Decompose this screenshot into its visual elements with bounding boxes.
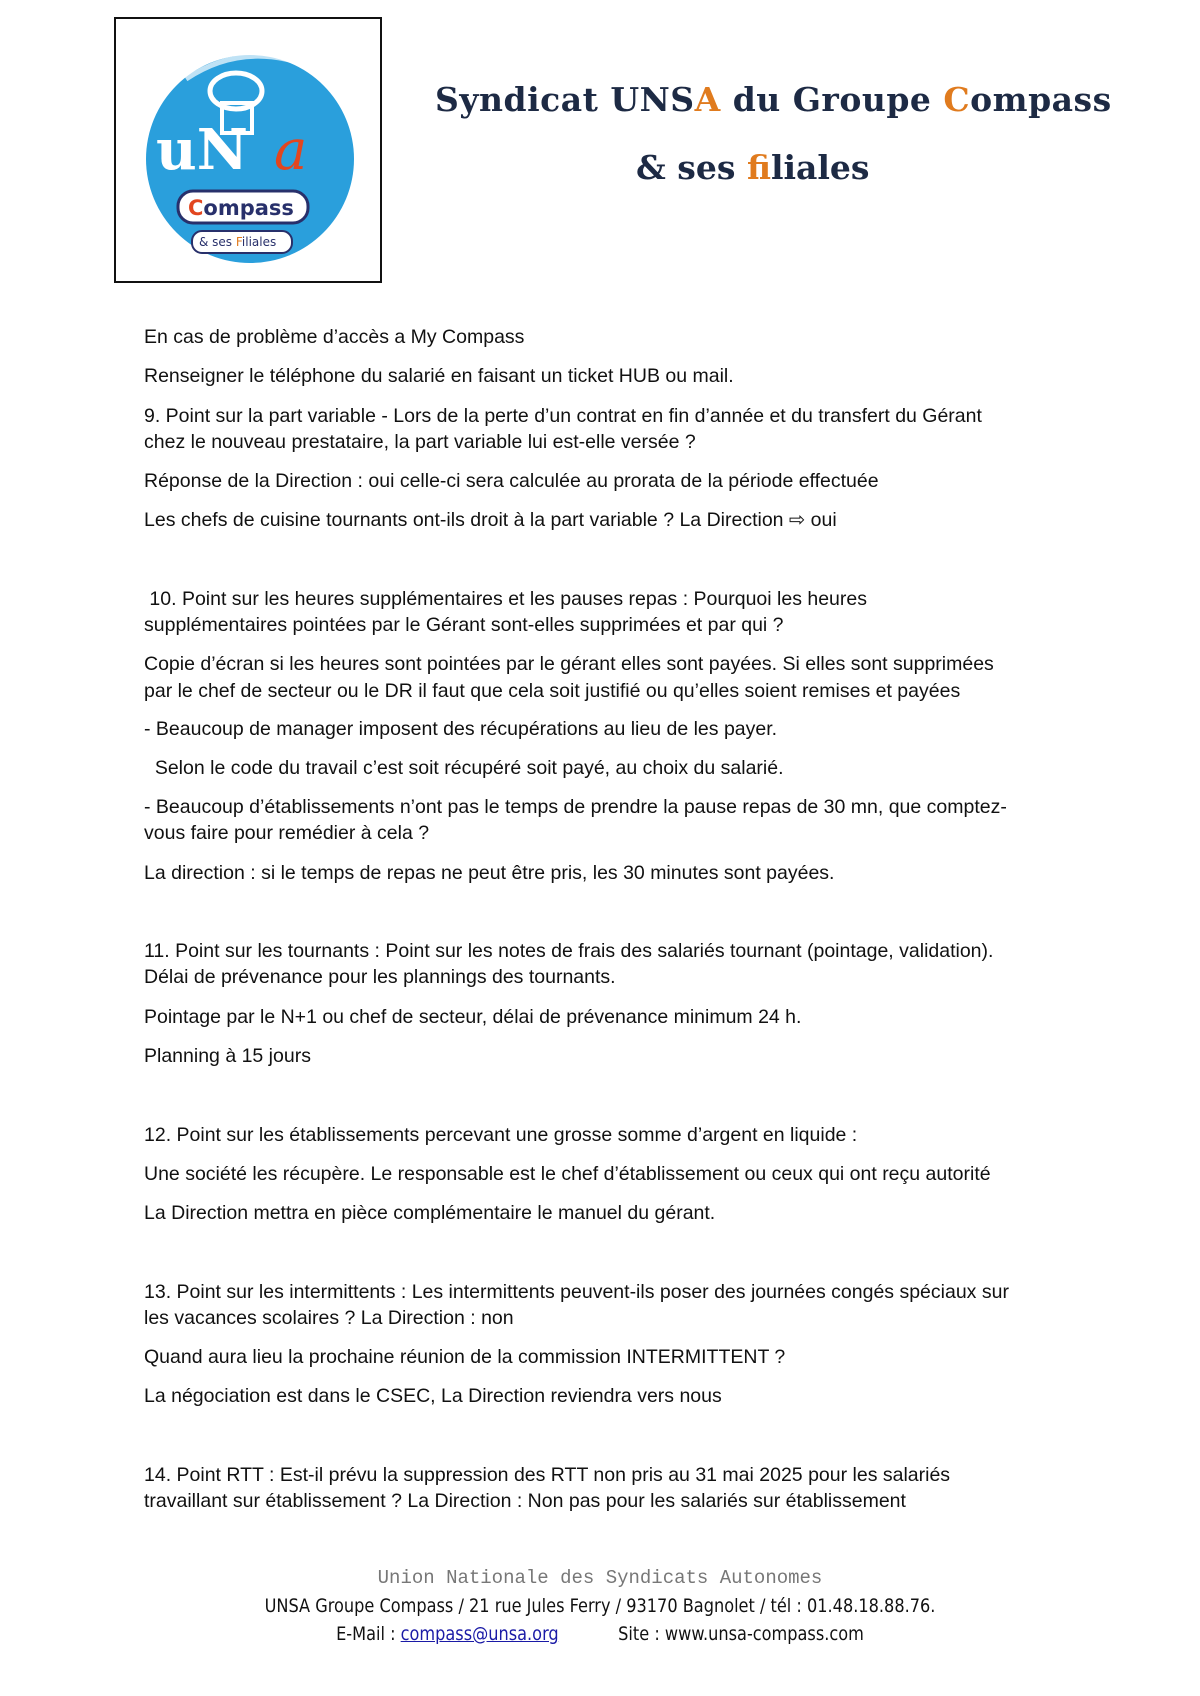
body-line: Les chefs de cuisine tournants ont-ils droit à la part variable ? La Direction ⇨ oui <box>144 509 837 531</box>
header-subtitle <box>636 148 870 187</box>
body-line: 10. Point sur les heures supplémentaires et les pauses repas : Pourquoi les heures <box>144 588 867 610</box>
title-accent: f <box>746 148 771 187</box>
body-line: Selon le code du travail c’est soit récupéré soit payé, au choix du salarié. <box>144 757 784 779</box>
logo <box>114 17 382 283</box>
body-line: Réponse de la Direction : oui celle-ci sera calculée au prorata de la période effectuée <box>144 470 879 492</box>
body-line: - Beaucoup de manager imposent des récupérations au lieu de les payer. <box>144 718 778 740</box>
body-line: La Direction mettra en pièce complémentaire le manuel du gérant. <box>144 1202 716 1224</box>
footer-contact <box>90 1622 1110 1646</box>
title-accent: A <box>694 80 721 119</box>
svg-text:Compass: Compass <box>188 196 294 220</box>
body-line: 9. Point sur la part variable - Lors de la perte d’un contrat en fin d’année et du transfert du Gérant <box>144 405 982 427</box>
body-line: Pointage par le N+1 ou chef de secteur, délai de prévenance minimum 24 h. <box>144 1006 802 1028</box>
body-line: les vacances scolaires ? La Direction : non <box>144 1307 514 1329</box>
svg-text:& ses Filiales: & ses Filiales <box>199 235 277 249</box>
title-accent: C <box>943 80 971 119</box>
svg-text:uN: uN <box>156 117 248 183</box>
body-line: En cas de problème d’accès a My Compass <box>144 326 525 348</box>
body-line: 11. Point sur les tournants : Point sur les notes de frais des salariés tournant (pointage, validation). <box>144 940 994 962</box>
body-line: 12. Point sur les établissements percevant une grosse somme d’argent en liquide : <box>144 1124 858 1146</box>
body-line: 13. Point sur les intermittents : Les intermittents peuvent-ils poser des journées congés spéciaux sur <box>144 1281 1009 1303</box>
body-line: La direction : si le temps de repas ne peut être pris, les 30 minutes sont payées. <box>144 862 835 884</box>
body-line: - Beaucoup d’établissements n’ont pas le temps de prendre la pause repas de 30 mn, que comptez- <box>144 796 1007 818</box>
header-title <box>435 80 1112 119</box>
body-line: Une société les récupère. Le responsable est le chef d’établissement ou ceux qui ont reçu autorité <box>144 1163 991 1185</box>
unsa-compass-logo-icon <box>116 19 380 281</box>
body-line: Renseigner le téléphone du salarié en faisant un ticket HUB ou mail. <box>144 365 734 387</box>
body-line: La négociation est dans le CSEC, La Direction reviendra vers nous <box>144 1385 722 1407</box>
body-line: par le chef de secteur ou le DR il faut que cela soit justifié ou qu’elles soient remises et payées <box>144 680 961 702</box>
body-line: Planning à 15 jours <box>144 1045 311 1067</box>
svg-text:a: a <box>274 118 308 183</box>
title-text: iliales <box>770 148 870 187</box>
title-text: Syndicat UNS <box>435 80 695 119</box>
email-link[interactable]: compass@unsa.org <box>400 1623 559 1645</box>
body-line: chez le nouveau prestataire, la part variable lui est-elle versée ? <box>144 431 696 453</box>
body-line: Copie d’écran si les heures sont pointées par le gérant elles sont payées. Si elles sont supprimées <box>144 653 994 675</box>
title-text: ompass <box>970 80 1112 119</box>
title-text: & ses <box>636 148 747 187</box>
email-label: E-Mail : <box>336 1623 401 1645</box>
body-line: supplémentaires pointées par le Gérant sont-elles supprimées et par qui ? <box>144 614 784 636</box>
body-line: Quand aura lieu la prochaine réunion de la commission INTERMITTENT ? <box>144 1346 786 1368</box>
footer-org: Union Nationale des Syndicats Autonomes <box>377 1567 823 1589</box>
body-line: vous faire pour remédier à cela ? <box>144 822 430 844</box>
body-line: travaillant sur établissement ? La Direction : Non pas pour les salariés sur établissement <box>144 1490 906 1512</box>
title-text: du Groupe <box>720 80 944 119</box>
site-text: Site : www.unsa-compass.com <box>618 1623 864 1645</box>
body-line: 14. Point RTT : Est-il prévu la suppression des RTT non pris au 31 mai 2025 pour les salariés <box>144 1464 951 1486</box>
body-line: Délai de prévenance pour les plannings des tournants. <box>144 966 616 988</box>
footer-address: UNSA Groupe Compass / 21 rue Jules Ferry / 93170 Bagnolet / tél : 01.48.18.88.76. <box>264 1595 936 1617</box>
